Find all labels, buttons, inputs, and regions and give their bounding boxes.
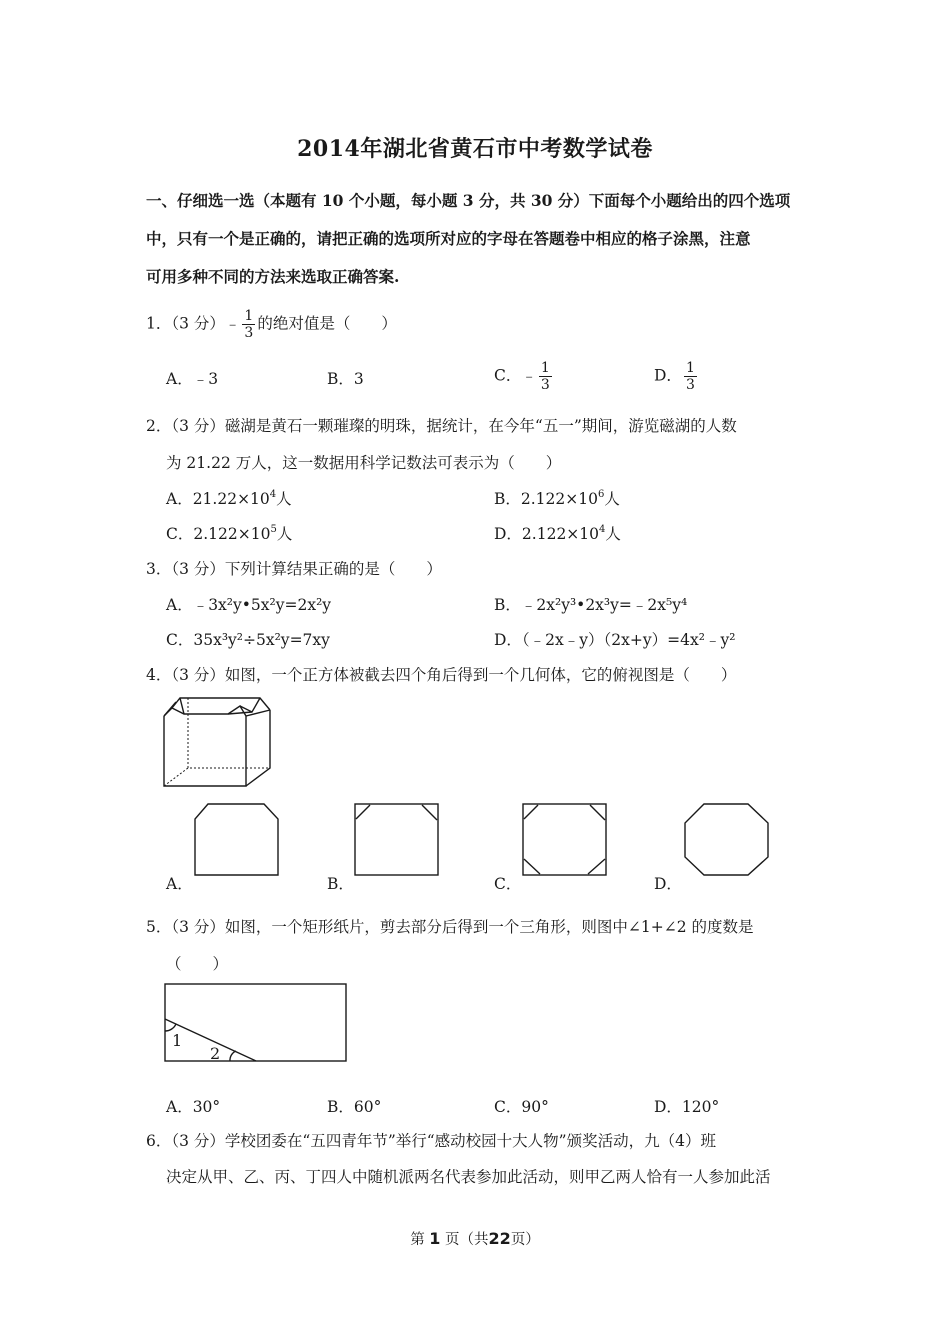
- q1-option-c-label: C．﹣: [494, 366, 537, 385]
- q1-frac-den: 3: [244, 325, 254, 341]
- q4-option-a-figure: [194, 803, 280, 877]
- page-number: 1: [429, 1229, 441, 1248]
- q1-option-c: [494, 360, 554, 393]
- q5-option-c: C．90°: [494, 1098, 549, 1116]
- q5-option-a: A．30°: [166, 1098, 221, 1116]
- q5-rectangle-figure: [164, 983, 348, 1063]
- q2a-exp: 4: [269, 489, 277, 500]
- q1-fraction: [242, 308, 255, 341]
- q2a-unit: 人: [276, 490, 292, 508]
- q4-option-b: B．: [327, 875, 354, 893]
- q4-option-c-figure: [522, 803, 608, 877]
- page-total: 22: [488, 1229, 511, 1248]
- footer-pre: 第: [410, 1232, 425, 1248]
- question-2-line-1: 2．（3 分）磁湖是黄石一颗璀璨的明珠，据统计，在今年“五一”期间，游览磁湖的人数: [146, 417, 737, 435]
- question-6-line-2: 决定从甲、乙、丙、丁四人中随机派两名代表参加此活动，则甲乙两人恰有一人参加此活: [166, 1168, 771, 1186]
- q1-option-a: A．﹣3: [166, 370, 219, 388]
- page-footer: [0, 1228, 950, 1249]
- q2c-exp: 5: [270, 524, 277, 535]
- q3-option-d: D．（﹣2x﹣y）（2x+y）=4x²﹣y²: [494, 631, 736, 649]
- angle-1-label: 1: [172, 1031, 183, 1050]
- angle-2-label: 2: [210, 1044, 221, 1063]
- question-2-line-2: 为 21.22 万人，这一数据用科学记数法可表示为（ ）: [166, 454, 562, 472]
- q1-option-c-fraction: [539, 360, 552, 393]
- q2a-base: A．21.22×10: [166, 490, 270, 508]
- footer-mid: 页（共: [445, 1232, 489, 1248]
- q2d-exp: 4: [599, 524, 606, 535]
- section-line-3: 可用多种不同的方法来选取正确答案.: [146, 267, 400, 286]
- question-3-stem: 3．（3 分）下列计算结果正确的是（ ）: [146, 560, 442, 578]
- q2-option-c: [166, 524, 292, 544]
- q2b-base: B．2.122×10: [494, 490, 598, 508]
- q2-option-a: [166, 489, 292, 509]
- footer-post: 页）: [510, 1232, 540, 1248]
- question-4-stem: 4．（3 分）如图，一个正方体被截去四个角后得到一个几何体，它的俯视图是（ ）: [146, 666, 737, 684]
- q2c-base: C．2.122×10: [166, 525, 271, 543]
- q1-prefix: 1．（3 分）﹣: [146, 314, 241, 333]
- q1c-frac-den: 3: [540, 377, 550, 393]
- question-5-line-2: （ ）: [166, 955, 229, 973]
- section-line-1: 一、仔细选一选（本题有 10 个小题，每小题 3 分，共 30 分）下面每个小题给出的四个选项: [146, 191, 791, 210]
- q4-truncated-cube-figure: [162, 694, 272, 789]
- q2b-exp: 6: [597, 489, 605, 500]
- question-6-line-1: 6．（3 分）学校团委在“五四青年节”举行“感动校园十大人物”颁奖活动，九（4）班: [146, 1132, 716, 1150]
- question-5-line-1: 5．（3 分）如图，一个矩形纸片，剪去部分后得到一个三角形，则图中∠1+∠2 的度数是: [146, 918, 754, 936]
- q1d-frac-den: 3: [685, 377, 695, 393]
- q2d-base: D．2.122×10: [494, 525, 600, 543]
- section-line-2: 中，只有一个是正确的，请把正确的选项所对应的字母在答题卷中相应的格子涂黑，注意: [146, 229, 751, 248]
- q1-option-d-fraction: [684, 360, 697, 393]
- exam-title: 2014年湖北省黄石市中考数学试卷: [297, 136, 653, 162]
- q1-option-d: [654, 360, 699, 393]
- q3-option-b: B．﹣2x²y³•2x³y=﹣2x⁵y⁴: [494, 596, 688, 614]
- q5-option-d: D．120°: [654, 1098, 720, 1116]
- q2-option-d: [494, 524, 621, 544]
- question-1-stem: [146, 308, 397, 341]
- q1d-frac-num: 1: [685, 360, 695, 376]
- q2-option-b: [494, 489, 620, 509]
- q4-option-d-figure: [684, 803, 770, 877]
- q1-option-b: B．3: [327, 370, 364, 388]
- q3-option-c: C．35x³y²÷5x²y=7xy: [166, 631, 330, 649]
- q4-option-b-figure: [354, 803, 440, 877]
- q4-option-d: D．: [654, 875, 682, 893]
- q4-option-c: C．: [494, 875, 522, 893]
- q1c-frac-num: 1: [540, 360, 550, 376]
- q1-suffix: 的绝对值是（ ）: [257, 314, 397, 333]
- q2d-unit: 人: [605, 525, 621, 543]
- q3-option-a: A．﹣3x²y•5x²y=2x²y: [166, 596, 332, 614]
- section-instructions: [146, 182, 826, 296]
- q2c-unit: 人: [276, 525, 293, 543]
- q1-frac-num: 1: [244, 308, 254, 324]
- q1-option-d-label: D．: [654, 366, 682, 385]
- q2b-unit: 人: [604, 490, 620, 508]
- q4-option-a: A．: [166, 875, 193, 893]
- q5-option-b: B．60°: [327, 1098, 382, 1116]
